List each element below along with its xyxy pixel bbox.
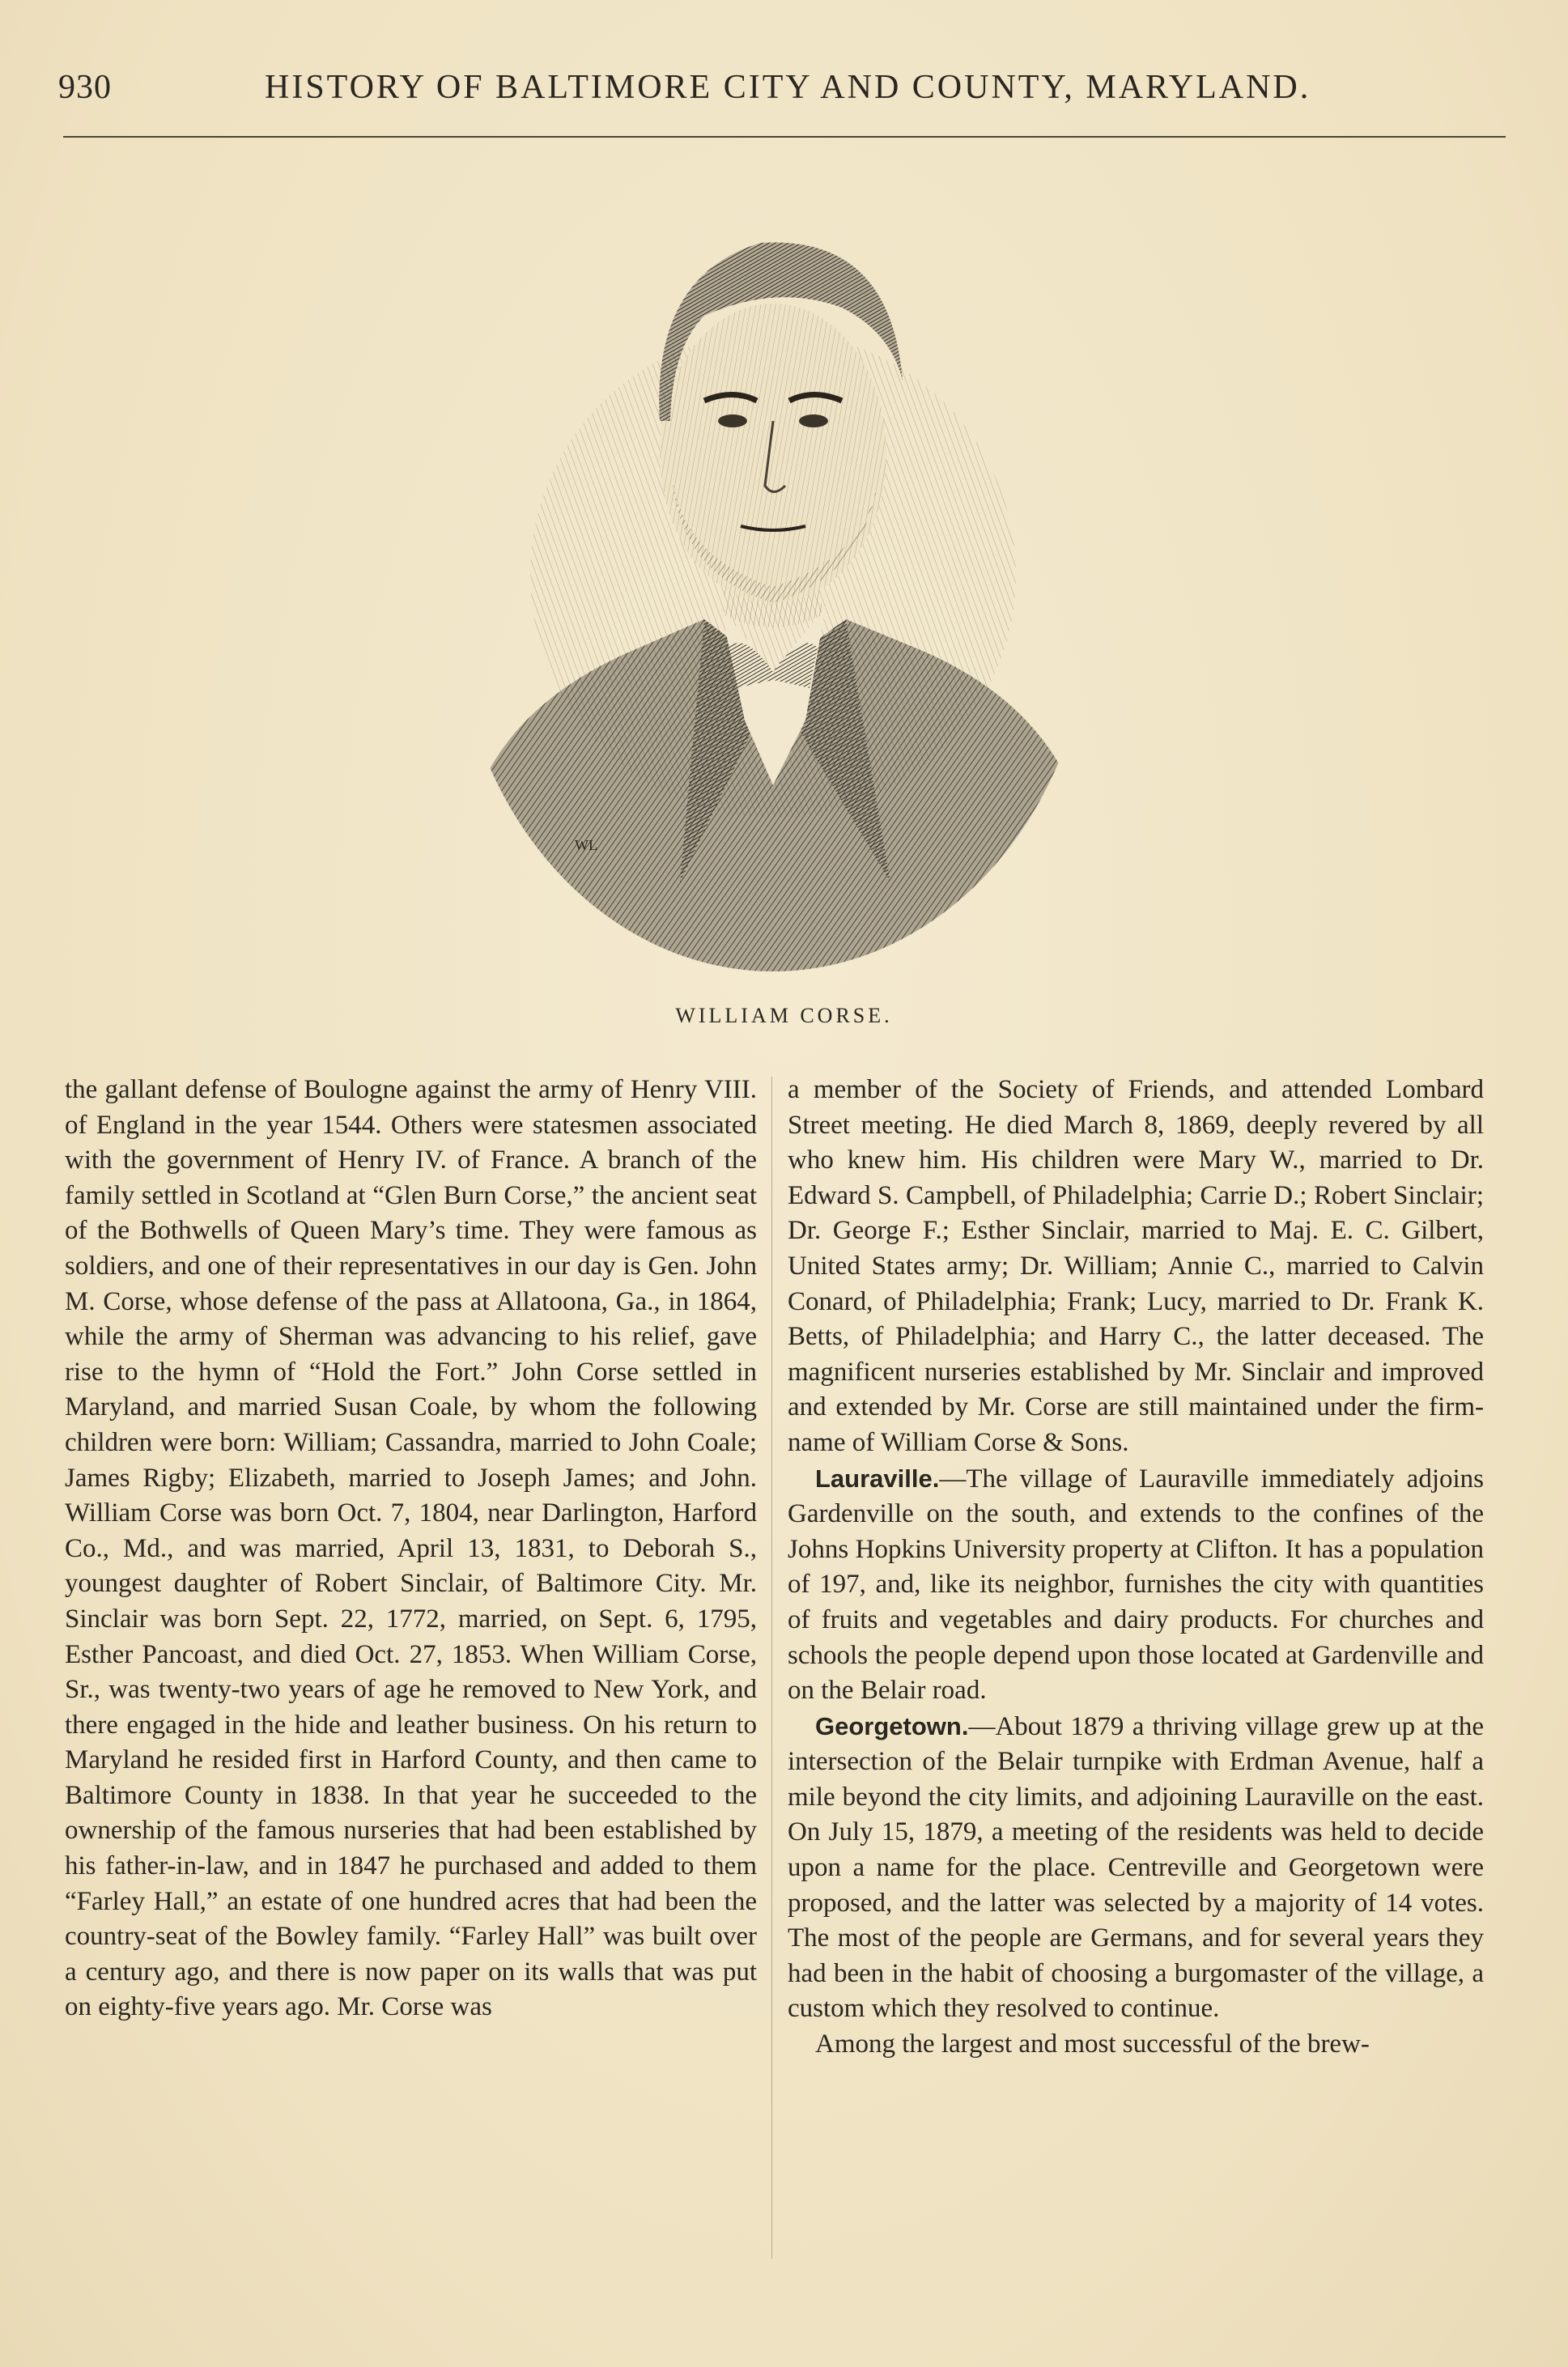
portrait-caption: WILLIAM CORSE. <box>675 1004 893 1027</box>
right-paragraph: a member of the Society of Friends, and attended Lombard Street meeting. He died March 8, 1869, deeply revered by all who knew him. His children were Mary W., married to Dr. Edward S. Campbell, of Philadelphia; Carrie D.; Robert Sinclair; Dr. George F.; Esther Sinclair, married to Maj. E. C. Gilbert, United States army; Dr. William; Annie C., married to Calvin Conard, of Philadelphia; Frank; Lucy, married to Dr. Frank K. Betts, of Philadelphia; and Harry C., the latter deceased. The magnificent nurseries established by Mr. Sinclair and improved and extended by Mr. Corse are still maintained under the firm-name of William Corse & Sons. <box>788 1075 1484 1457</box>
column-divider <box>771 1077 772 2259</box>
page-number: 930 <box>58 69 112 106</box>
engraver-mark: WL <box>575 837 597 853</box>
final-paragraph: Among the largest and most successful of the brew- <box>815 2029 1370 2059</box>
running-title: HISTORY OF BALTIMORE CITY AND COUNTY, MARYLAND. <box>265 69 1311 106</box>
left-paragraph: the gallant defense of Boulogne against the army of Henry VIII. of England in the year 1544. Others were statesmen associated with the government of Henry IV. of France. A branch of the family settled in Scotland at “Glen Burn Corse,” the ancient seat of the Bothwells of Queen Mary’s time. They were famous as soldiers, and one of their representatives in our day is Gen. John M. Corse, whose defense of the pass at Allatoona, Ga., in 1864, while the army of Sherman was advancing to his relief, gave rise to the hymn of “Hold the Fort.” John Corse settled in Maryland, and married Susan Coale, by whom the following children were born: William; Cassandra, married to John Coale; James Rigby; Elizabeth, married to Joseph James; and John. William Corse was born Oct. 7, 1804, near Darlington, Harford Co., Md., and was married, April 13, 1831, to Deborah S., youngest daughter of Robert Sinclair, of Baltimore City. Mr. Sinclair was born Sept. 22, 1772, married, on Sept. 6, 1795, Esther Pancoast, and died Oct. 27, 1853. When William Corse, Sr., was twenty-two years of age he removed to New York, and there engaged in the hide and leather business. On his return to Maryland he resided first in Harford County, and then came to Baltimore County in 1838. In that year he succeeded to the ownership of the famous nurseries that had been established by his father-in-law, and in 1847 he purchased and added to them “Farley Hall,” an estate of one hundred acres that had been the country-seat of the Bowley family. “Farley Hall” was built over a century ago, and there is now paper on its walls that was put on eighty-five years ago. Mr. Corse was <box>65 1075 757 2022</box>
georgetown-text: —About 1879 a thriving village grew up at the intersection of the Belair turnpike with Erdman Avenue, half a mile beyond the city limits, and adjoining Lauraville on the east. On July 15, 1879, a meeting of the residents was held to decide upon a name for the place. Centreville and Georgetown were proposed, and the latter was selected by a majority of 14 votes. The most of the people are Germans, and for several years they had been in the habit of choosing a burgomaster of the village, a custom which they resolved to continue. <box>788 1711 1484 2024</box>
right-column <box>788 1073 1484 2063</box>
portrait-engraving <box>437 154 1109 988</box>
lauraville-heading: Lauraville. <box>815 1464 940 1493</box>
georgetown-paragraph <box>788 1709 1484 2027</box>
georgetown-heading: Georgetown. <box>815 1711 969 1740</box>
lauraville-text: —The village of Lauraville immediately adjoins Gardenville on the south, and extends to the confines of the Johns Hopkins University property at Clifton. It has a population of 197, and, like its neighbor, furnishes the city with quantities of fruits and vegetables and dairy products. For churches and schools the people depend upon those located at Gardenville and on the Belair road. <box>788 1464 1484 1706</box>
header-rule <box>63 136 1506 138</box>
left-column <box>65 1073 757 2025</box>
lauraville-paragraph <box>788 1461 1484 1709</box>
page-header <box>58 63 1515 120</box>
